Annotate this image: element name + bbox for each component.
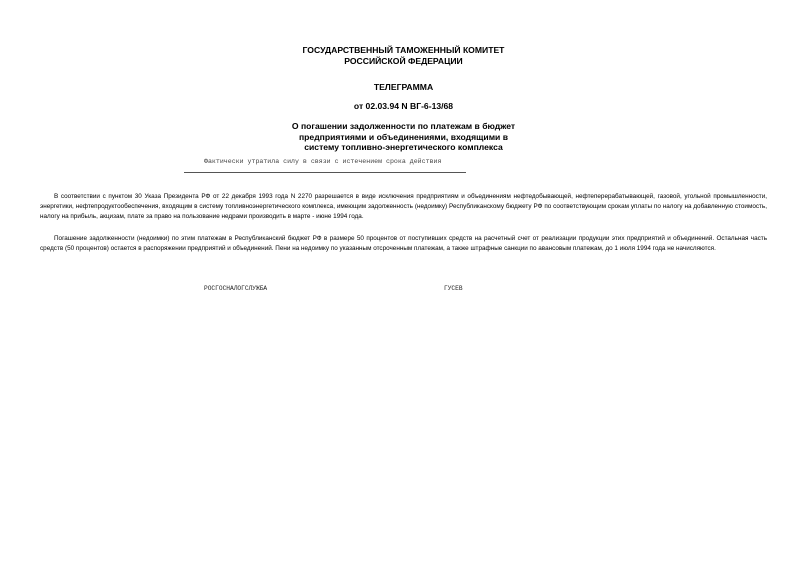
body-paragraph-2: Погашение задолженности (недоимки) по этим платежам в Республиканский бюджет РФ в размере 50 процентов от поступивших средств на расчетный счет от реализации продукции этих предприятий и объединений. Остальная часть средств (50 процентов) остается в распоряжении предприятий и объединений. Пени на недоимку по указанным отсроченным платежам, а также штрафные санкции по авансовым платежам, до 1 июля 1994 года не начисляются. — [40, 235, 767, 253]
organization-heading — [0, 45, 807, 66]
signature-agency: РОСГОСНАЛОГСЛУЖБА — [204, 285, 268, 292]
subject-line-1: О погашении задолженности по платежам в бюджет — [291, 121, 516, 131]
subject-line-3: систему топливно-энергетического комплекса — [304, 142, 503, 152]
status-note: Фактически утратила силу в связи с истечением срока действия — [204, 158, 442, 165]
subject-line-2: предприятиями и объединениями, входящими в — [298, 131, 508, 142]
body-paragraph-1: В соответствии с пунктом 30 Указа Президента РФ от 22 декабря 1993 года N 2270 разрешается в виде исключения предприятиям и объединениям нефтедобывающей, нефтеперерабатывающей, газовой, угольной промышленности, энергетики, нефтепродуктообеспечения, входящим в систему топливноэнергетического комплекса, имеющим задолженность (недоимку) Республиканскому бюджету РФ по соответствующим срокам уплаты по налогу на добавленную стоимость, налогу на прибыль, акцизам, плате за право на пользование недрами производить в марте - июне 1994 года. — [40, 193, 767, 221]
status-divider — [184, 172, 466, 173]
organization-line-2: РОССИЙСКОЙ ФЕДЕРАЦИИ — [344, 55, 463, 66]
signature-name: ГУСЕВ — [444, 285, 463, 292]
organization-line-1: ГОСУДАРСТВЕННЫЙ ТАМОЖЕННЫЙ КОМИТЕТ — [302, 45, 505, 55]
document-subject — [0, 121, 807, 153]
document-type: ТЕЛЕГРАММА — [373, 82, 434, 92]
document-date-number: от 02.03.94 N ВГ-6-13/68 — [353, 101, 454, 111]
